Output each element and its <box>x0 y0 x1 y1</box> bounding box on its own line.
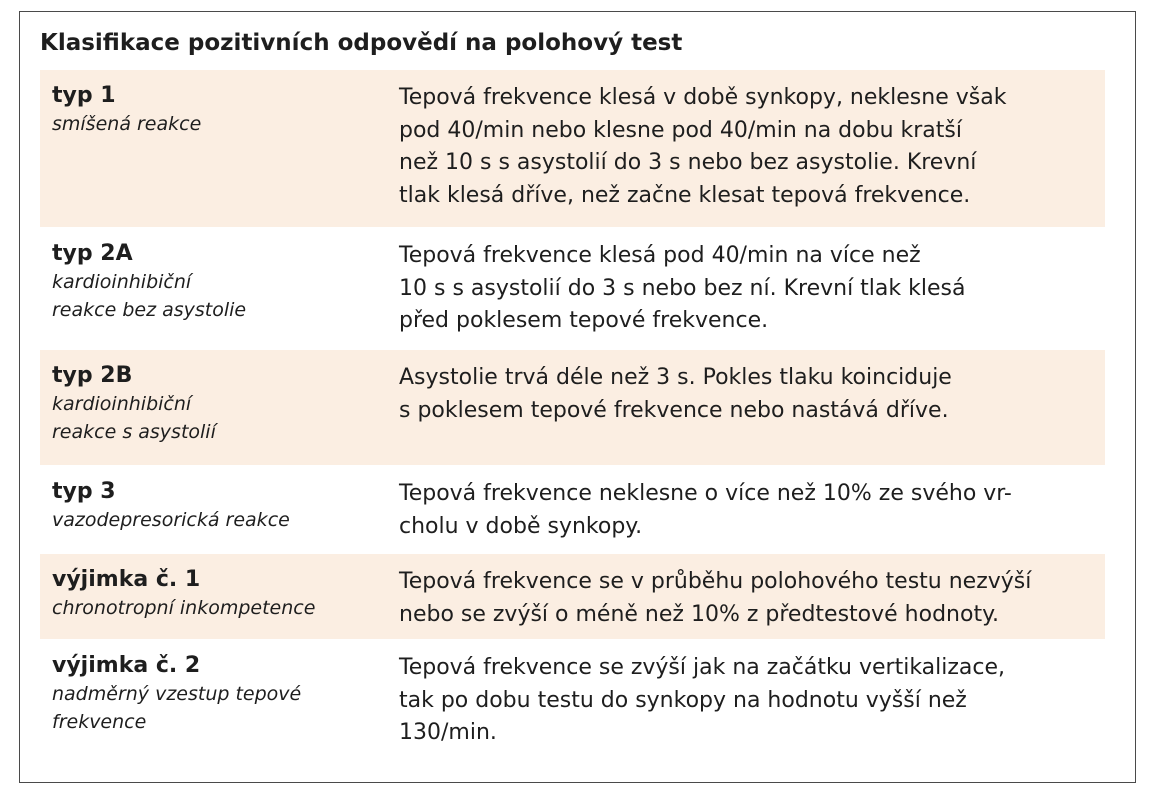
table-title: Klasifikace pozitivních odpovědí na polohový test <box>40 30 683 56</box>
description-cell: Tepová frekvence klesá pod 40/min na více než 10 s s asystolií do 3 s nebo bez ní. Krevní tlak klesá před poklesem tepové frekvence. <box>399 243 966 333</box>
type-cell <box>40 228 388 349</box>
description-cell: Tepová frekvence neklesne o více než 10% ze svého vr- cholu v době synkopy. <box>399 481 1012 539</box>
description-cell: Tepová frekvence se zvýší jak na začátku vertikalizace, tak po dobu testu do synkopy na hodnotu vyšší než 130/min. <box>399 655 1006 745</box>
type-subtitle: nadměrný vzestup tepové frekvence <box>52 683 302 733</box>
type-subtitle: kardioinhibiční reakce s asystolií <box>52 393 216 443</box>
type-subtitle: chronotropní inkompetence <box>52 597 316 619</box>
type-cell <box>40 70 388 227</box>
type-cell <box>40 350 388 465</box>
table-row-vyjimka-2 <box>40 640 1105 760</box>
type-name: výjimka č. 2 <box>52 653 201 678</box>
type-subtitle: smíšená reakce <box>52 113 202 135</box>
type-name: typ 2A <box>52 241 133 266</box>
classification-table <box>40 70 1105 760</box>
description-cell: Asystolie trvá déle než 3 s. Pokles tlaku koinciduje s poklesem tepové frekvence nebo nastává dříve. <box>399 365 952 423</box>
table-row-vyjimka-1 <box>40 554 1105 640</box>
type-name: typ 1 <box>52 83 116 108</box>
type-name: typ 3 <box>52 479 116 504</box>
type-subtitle: vazodepresorická reakce <box>52 509 290 531</box>
table-row-typ-2b <box>40 350 1105 466</box>
type-name: typ 2B <box>52 363 133 388</box>
description-cell: Tepová frekvence se v průběhu polohového testu nezvýší nebo se zvýší o méně než 10% z předtestové hodnoty. <box>399 569 1032 627</box>
table-row-typ-2a <box>40 228 1105 350</box>
type-name: výjimka č. 1 <box>52 567 201 592</box>
description-cell: Tepová frekvence klesá v době synkopy, neklesne však pod 40/min nebo klesne pod 40/min na dobu kratší než 10 s s asystolií do 3 s nebo bez asystolie. Krevní tlak klesá dříve, než začne klesat tepová frekvence. <box>399 85 1007 208</box>
type-cell <box>40 640 388 759</box>
type-subtitle: kardioinhibiční reakce bez asystolie <box>52 271 247 321</box>
table-row-typ-1 <box>40 70 1105 228</box>
type-cell <box>40 466 388 553</box>
table-row-typ-3 <box>40 466 1105 554</box>
type-cell <box>40 554 388 639</box>
